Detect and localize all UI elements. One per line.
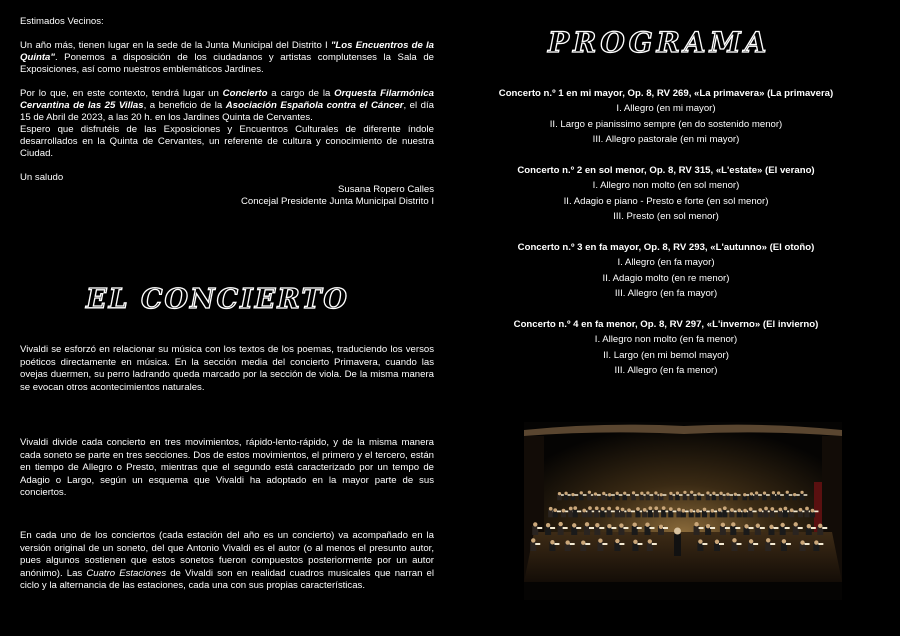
event-name: "Los Encuentros de la Quinta"	[20, 40, 435, 63]
concert-3	[462, 240, 870, 301]
signer-title: Concejal Presidente Junta Municipal Distrito I	[240, 196, 434, 207]
orchestra-name: Orquesta Filarmónica Cervantina de las 25 Villas	[20, 88, 434, 111]
concierto-paragraph-2: Vivaldi divide cada concierto en tres movimientos, rápido-lento-rápido, y de la misma manera cada soneto se parte en tres secciones. Dos de estos movimientos, el primero y el tercero, están en tiempo de Allegro o Presto, mientras que el segundo está caracterizado por un tempo de Adagio o Largo, según un esquema que Vivaldi ha adoptado en la mayor parte de sus conciertos.	[20, 437, 434, 499]
movement: I. Allegro (en mi mayor)	[616, 103, 716, 115]
association-name: Asociación Española contra el Cáncer	[225, 100, 404, 111]
concert-heading: Concerto n.º 3 en fa mayor, Op. 8, RV 293, «L'autunno» (El otoño)	[517, 242, 815, 253]
movement: III. Allegro (en fa mayor)	[614, 287, 718, 299]
movement: III. Presto (en sol menor)	[613, 210, 719, 222]
concert-heading: Concerto n.º 2 en sol menor, Op. 8, RV 315, «L'estate» (El verano)	[517, 165, 815, 176]
letter-closing: Un saludo	[20, 172, 64, 183]
concert-heading: Concerto n.º 1 en mi mayor, Op. 8, RV 269, «La primavera» (La primavera)	[498, 88, 834, 99]
signer-name: Susana Ropero Calles	[338, 184, 434, 195]
movement: III. Allegro (en fa menor)	[614, 364, 718, 376]
concert-2	[462, 163, 870, 224]
concierto-title: EL CONCIERTO	[86, 284, 349, 315]
concert-1	[462, 86, 870, 147]
concierto-paragraph-3: En cada uno de los conciertos (cada estación del año es un concierto) va acompañado en la versión original de un soneto, del que Antonio Vivaldi es el autor (o al menos el presunto autor, pues algunos sostienen que estos sonetos fueron compuestos posteriormente por un autor anónimo). Las Cuatro Estaciones de Vivaldi son en realidad cuadros musicales que narran el ciclo y la alternancia de las estaciones, cada una con sus propias características.	[20, 530, 434, 592]
concert-4	[462, 317, 870, 378]
movement: II. Largo (en mi bemol mayor)	[603, 349, 729, 361]
movement: II. Adagio molto (en re menor)	[602, 272, 730, 284]
letter-greeting: Estimados Vecinos:	[20, 16, 104, 27]
programa-title: PROGRAMA	[548, 26, 771, 59]
movement: I. Allegro (en fa mayor)	[617, 257, 715, 269]
movement: I. Allegro non molto (en sol menor)	[592, 180, 740, 192]
letter-paragraph-1: Un año más, tienen lugar en la sede de la Junta Municipal del Distrito I "Los Encuentros de la Quinta". Ponemos a disposición de los ciudadanos y artistas complutenses la Sala de Exposiciones, así como nuestros emblemáticos Jardines.	[20, 40, 435, 75]
movement: III. Allegro pastorale (en mi mayor)	[592, 133, 740, 145]
letter-paragraph-3: Espero que disfrutéis de las Exposiciones y Encuentros Culturales de diferente índole desarrollados en la Quinta de Cervantes, un referente de cultura y conocimiento de nuestra Ciudad.	[20, 124, 434, 159]
movement: II. Adagio e piano - Presto e forte (en sol menor)	[563, 195, 769, 207]
movement: II. Largo e pianissimo sempre (en do sostenido menor)	[549, 118, 783, 130]
welcome-letter	[20, 16, 434, 208]
concierto-paragraph-1: Vivaldi se esforzó en relacionar su música con los textos de los poemas, traduciendo los versos poéticos directamente en música. En la sección media del concierto Primavera, cuando las ovejas duermen, su perro ladrando queda marcado por la sección de viola. De la misma manera se evocan otros acontecimientos naturales.	[20, 344, 434, 393]
concert-heading: Concerto n.º 4 en fa menor, Op. 8, RV 297, «L'inverno» (El invierno)	[513, 319, 819, 330]
letter-paragraph-2: Por lo que, en este contexto, tendrá lugar un Concierto a cargo de la Orquesta Filarmónica Cervantina de las 25 Villas, a beneficio de la Asociación Española contra el Cáncer, el día 15 de Abril de 2023, a las 20 h. en los Jardines Quinta de Cervantes.	[20, 88, 434, 123]
orchestra-photo	[524, 422, 842, 600]
movement: I. Allegro non molto (en fa menor)	[594, 334, 738, 346]
